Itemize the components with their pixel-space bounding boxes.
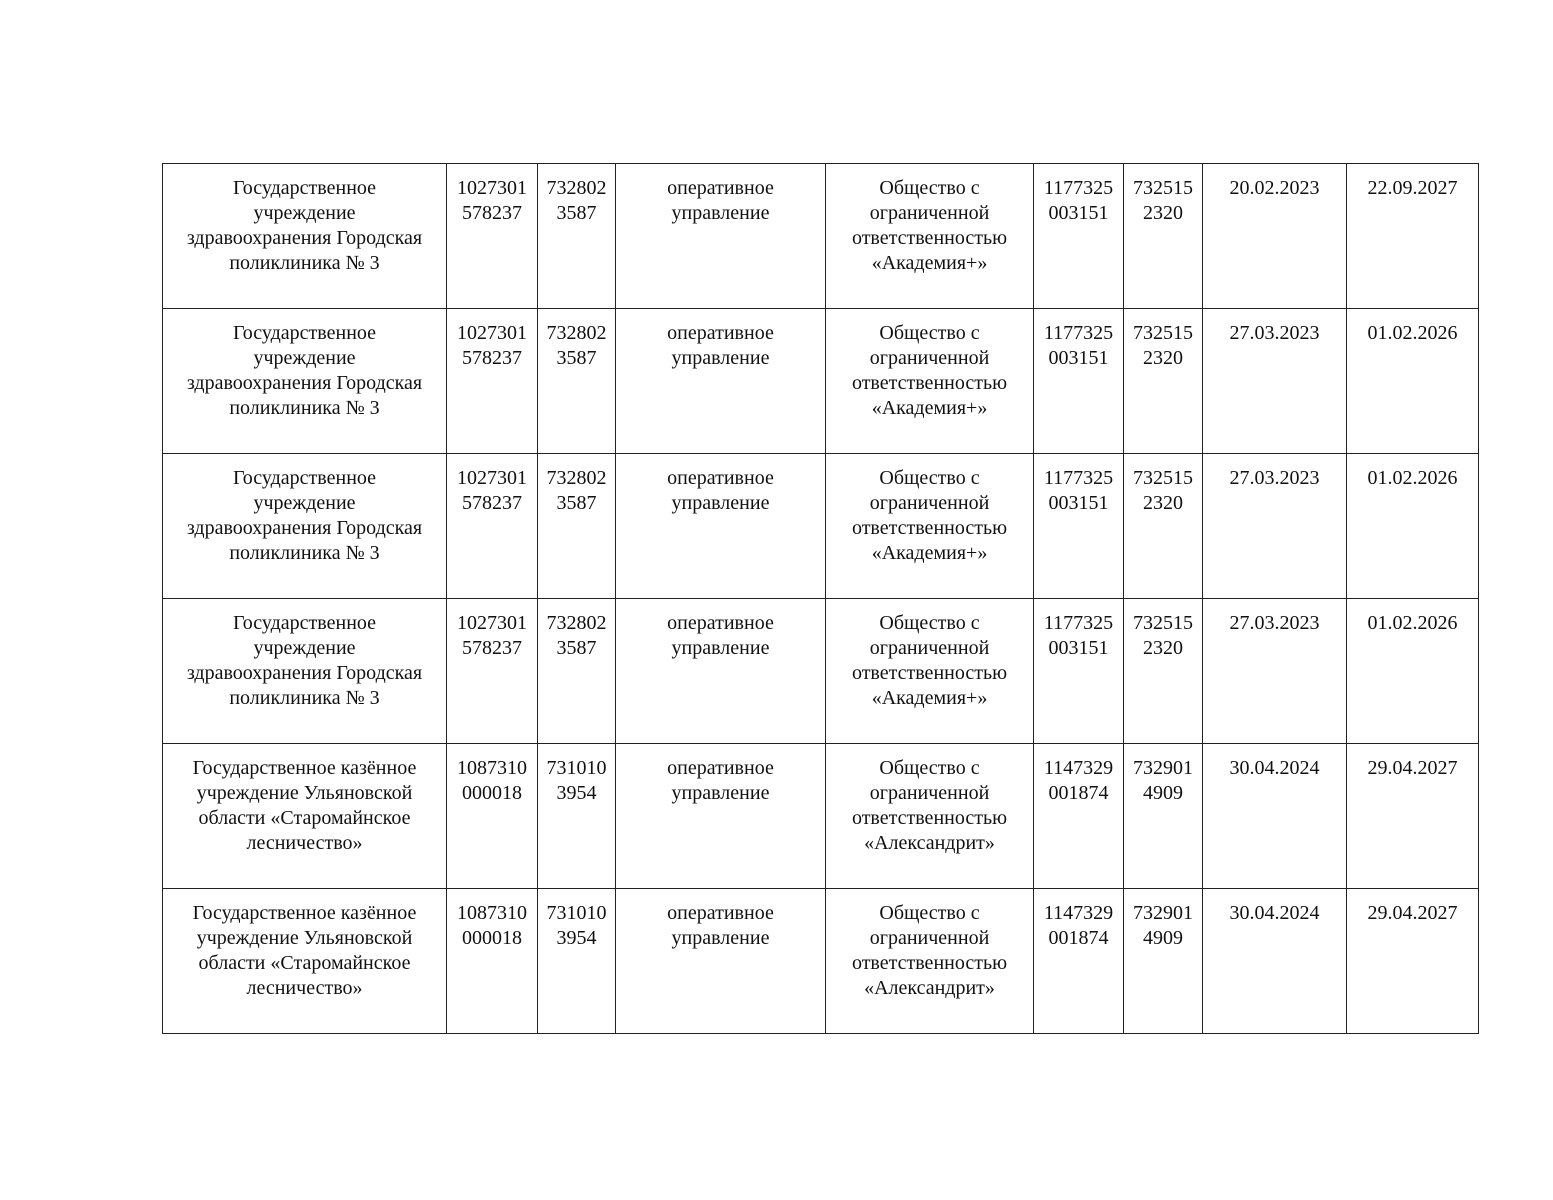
user-inn-cell: 732515 2320 bbox=[1124, 599, 1203, 744]
right-type-cell: оперативное управление bbox=[616, 454, 826, 599]
holder-inn-cell: 731010 3954 bbox=[538, 889, 616, 1034]
user-name-cell: Общество с ограниченной ответственностью «Академия+» bbox=[826, 309, 1034, 454]
table-row bbox=[163, 454, 1479, 599]
holder-ogrn-cell: 1087310 000018 bbox=[447, 744, 538, 889]
holder-inn-cell: 732802 3587 bbox=[538, 454, 616, 599]
holder-ogrn-cell: 1027301 578237 bbox=[447, 599, 538, 744]
user-ogrn-cell: 1147329 001874 bbox=[1034, 889, 1124, 1034]
holder-ogrn-cell: 1027301 578237 bbox=[447, 309, 538, 454]
holder-ogrn-cell: 1027301 578237 bbox=[447, 454, 538, 599]
date-to-cell: 01.02.2026 bbox=[1347, 454, 1479, 599]
user-name-cell: Общество с ограниченной ответственностью «Александрит» bbox=[826, 744, 1034, 889]
user-name-cell: Общество с ограниченной ответственностью «Академия+» bbox=[826, 164, 1034, 309]
date-from-cell: 30.04.2024 bbox=[1203, 889, 1347, 1034]
right-type-cell: оперативное управление bbox=[616, 164, 826, 309]
user-ogrn-cell: 1147329 001874 bbox=[1034, 744, 1124, 889]
user-inn-cell: 732515 2320 bbox=[1124, 454, 1203, 599]
holder-inn-cell: 732802 3587 bbox=[538, 599, 616, 744]
date-to-cell: 29.04.2027 bbox=[1347, 744, 1479, 889]
right-type-cell: оперативное управление bbox=[616, 889, 826, 1034]
table-row bbox=[163, 599, 1479, 744]
right-type-cell: оперативное управление bbox=[616, 744, 826, 889]
date-from-cell: 27.03.2023 bbox=[1203, 599, 1347, 744]
user-name-cell: Общество с ограниченной ответственностью «Академия+» bbox=[826, 599, 1034, 744]
holder-name-cell: Государственное учреждение здравоохранения Городская поликлиника № 3 bbox=[163, 599, 447, 744]
table-row bbox=[163, 164, 1479, 309]
holder-inn-cell: 732802 3587 bbox=[538, 164, 616, 309]
date-to-cell: 29.04.2027 bbox=[1347, 889, 1479, 1034]
holder-name-cell: Государственное казённое учреждение Ульяновской области «Старомайнское лесничество» bbox=[163, 744, 447, 889]
holder-ogrn-cell: 1087310 000018 bbox=[447, 889, 538, 1034]
user-name-cell: Общество с ограниченной ответственностью «Александрит» bbox=[826, 889, 1034, 1034]
holder-inn-cell: 731010 3954 bbox=[538, 744, 616, 889]
date-from-cell: 30.04.2024 bbox=[1203, 744, 1347, 889]
date-to-cell: 01.02.2026 bbox=[1347, 599, 1479, 744]
holder-name-cell: Государственное казённое учреждение Ульяновской области «Старомайнское лесничество» bbox=[163, 889, 447, 1034]
holder-inn-cell: 732802 3587 bbox=[538, 309, 616, 454]
user-inn-cell: 732901 4909 bbox=[1124, 889, 1203, 1034]
table-row bbox=[163, 744, 1479, 889]
registry-table-body bbox=[163, 164, 1479, 1034]
date-to-cell: 01.02.2026 bbox=[1347, 309, 1479, 454]
holder-ogrn-cell: 1027301 578237 bbox=[447, 164, 538, 309]
user-inn-cell: 732515 2320 bbox=[1124, 309, 1203, 454]
registry-table bbox=[162, 163, 1479, 1034]
table-row bbox=[163, 309, 1479, 454]
user-ogrn-cell: 1177325 003151 bbox=[1034, 164, 1124, 309]
date-from-cell: 20.02.2023 bbox=[1203, 164, 1347, 309]
date-from-cell: 27.03.2023 bbox=[1203, 309, 1347, 454]
date-to-cell: 22.09.2027 bbox=[1347, 164, 1479, 309]
user-inn-cell: 732515 2320 bbox=[1124, 164, 1203, 309]
user-inn-cell: 732901 4909 bbox=[1124, 744, 1203, 889]
user-name-cell: Общество с ограниченной ответственностью «Академия+» bbox=[826, 454, 1034, 599]
user-ogrn-cell: 1177325 003151 bbox=[1034, 309, 1124, 454]
user-ogrn-cell: 1177325 003151 bbox=[1034, 454, 1124, 599]
table-row bbox=[163, 889, 1479, 1034]
right-type-cell: оперативное управление bbox=[616, 599, 826, 744]
date-from-cell: 27.03.2023 bbox=[1203, 454, 1347, 599]
holder-name-cell: Государственное учреждение здравоохранения Городская поликлиника № 3 bbox=[163, 309, 447, 454]
holder-name-cell: Государственное учреждение здравоохранения Городская поликлиника № 3 bbox=[163, 164, 447, 309]
holder-name-cell: Государственное учреждение здравоохранения Городская поликлиника № 3 bbox=[163, 454, 447, 599]
right-type-cell: оперативное управление bbox=[616, 309, 826, 454]
user-ogrn-cell: 1177325 003151 bbox=[1034, 599, 1124, 744]
